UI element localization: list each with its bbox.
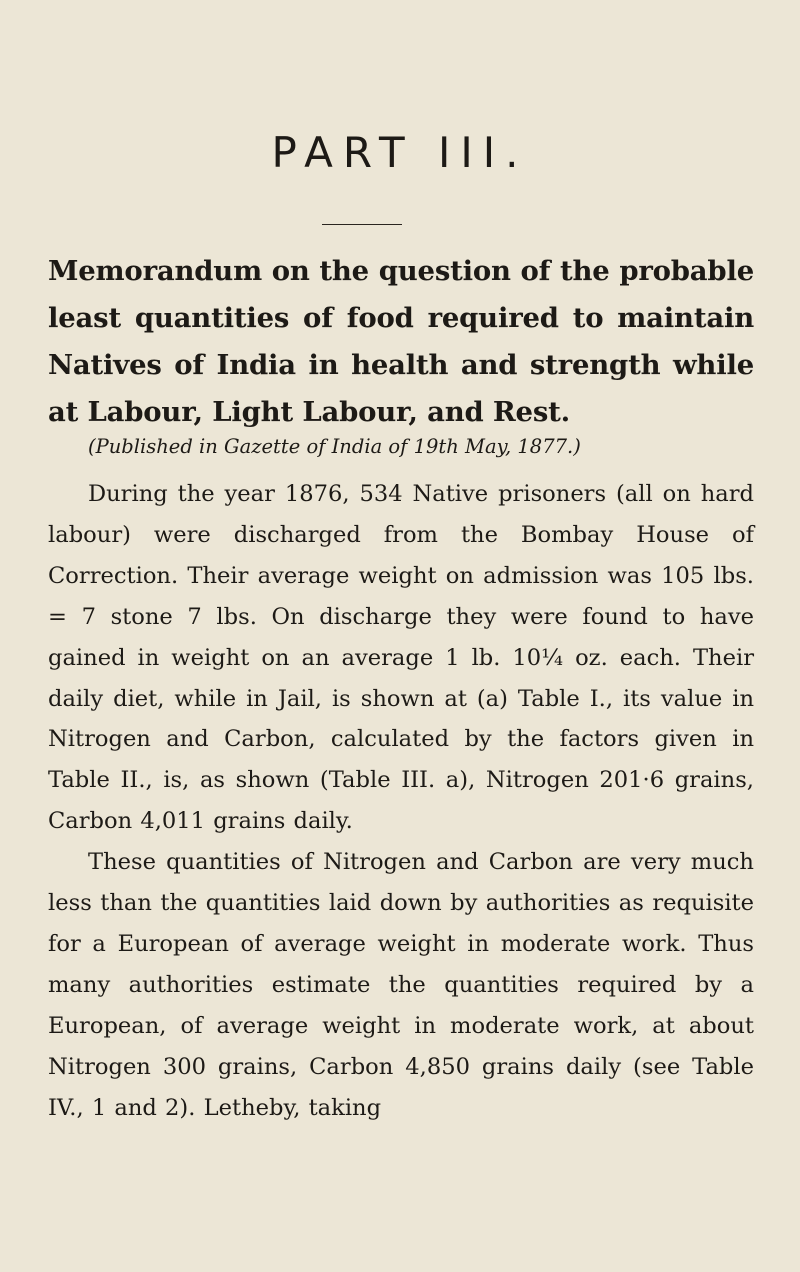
paragraph-1: During the year 1876, 534 Native prisoners (all on hard labour) were discharged from the Bombay House of Correction. Their average weight on admission was 105 lbs. = 7 stone 7 lbs. On discharge they were found to have gained in weight on an average 1 lb. 10¼ oz. each. Their daily diet, while in Jail, is shown at (a) Table I., its value in Nitrogen and Carbon, calculated by the factors given in Table II., is, as shown (Table III. a), Nitrogen 201·6 grains, Carbon 4,011 grains daily. bbox=[48, 481, 754, 835]
divider-rule bbox=[322, 224, 402, 225]
part-heading: PART III. bbox=[271, 128, 529, 177]
paragraph-2: These quantities of Nitrogen and Carbon are very much less than the quantities laid down by authorities as requisite for a European of average weight in moderate work. Thus many authorities estimate the quantities required by a European, of average weight in moderate work, at about Nitrogen 300 grains, Carbon 4,850 grains daily (see Table IV., 1 and 2). Letheby, taking bbox=[48, 849, 754, 1121]
publication-note: (Published in Gazette of India of 19th May, 1877.) bbox=[88, 435, 581, 458]
body-text bbox=[48, 474, 754, 1129]
memorandum-title: Memorandum on the question of the probable least quantities of food required to maintain Natives of India in health and strength while at Labour, Light Labour, and Rest. bbox=[48, 255, 754, 428]
